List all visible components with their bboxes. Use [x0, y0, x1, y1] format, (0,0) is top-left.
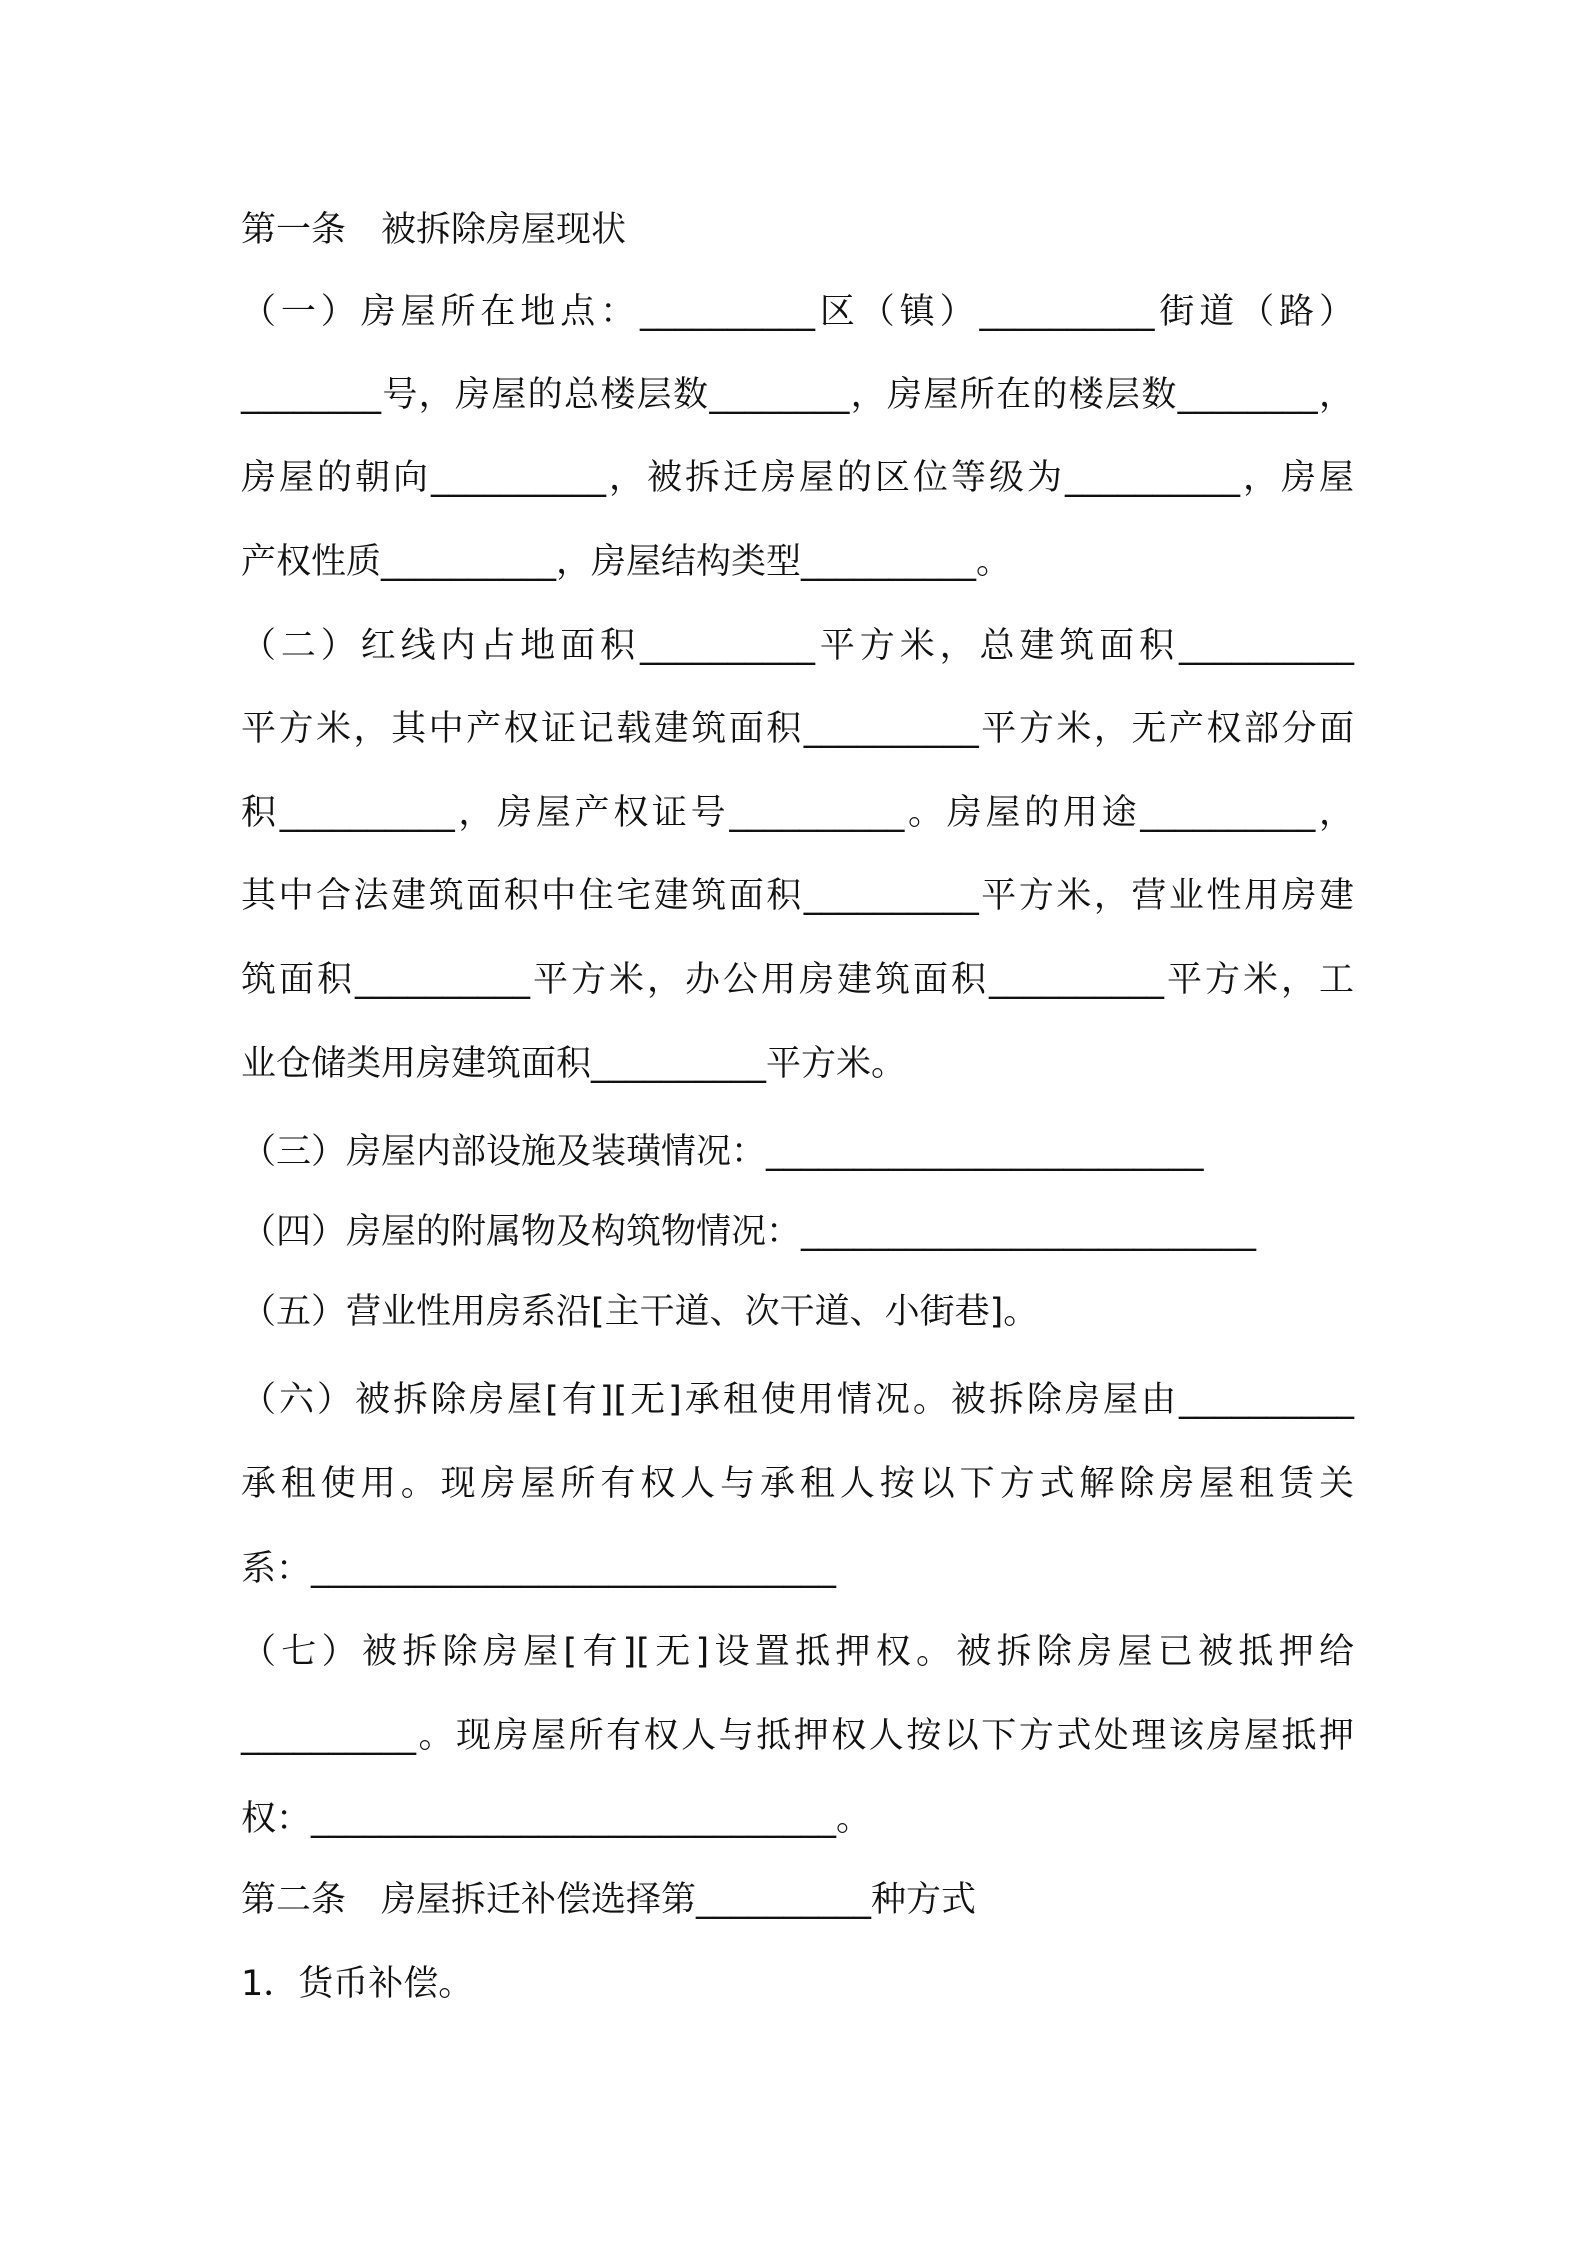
item-7-line-1: （七）被拆除房屋[有][无]设置抵押权。被拆除房屋已被抵押给 [241, 1632, 1354, 1672]
item-4-line-1: （四）房屋的附属物及构筑物情况：__________________________ [241, 1212, 1257, 1252]
item-6-line-3: 系：______________________________ [241, 1549, 837, 1589]
item-2-line-6: 业仓储类用房建筑面积__________平方米。 [241, 1044, 907, 1084]
item-2-line-2: 平方米，其中产权证记载建筑面积__________平方米，无产权部分面 [241, 709, 1354, 749]
item-2-line-5: 筑面积__________平方米，办公用房建筑面积__________平方米，工 [241, 960, 1354, 1000]
item-5-line-1: （五）营业性用房系沿[主干道、次干道、小街巷]。 [241, 1292, 1039, 1332]
item-3-line-1: （三）房屋内部设施及装璜情况：_________________________ [241, 1132, 1204, 1172]
item-2-line-4: 其中合法建筑面积中住宅建筑面积__________平方米，营业性用房建 [241, 876, 1354, 916]
item-1-line-2: ________号，房屋的总楼层数________，房屋所在的楼层数________， [241, 375, 1354, 415]
item-6-line-1: （六）被拆除房屋[有][无]承租使用情况。被拆除房屋由__________ [241, 1380, 1354, 1420]
item-1-line-1: （一）房屋所在地点：__________区（镇）__________街道（路） [241, 292, 1354, 332]
item-2-line-1: （二）红线内占地面积__________平方米，总建筑面积__________ [241, 626, 1354, 666]
article-1-heading: 第一条 被拆除房屋现状 [241, 210, 627, 250]
item-1-line-3: 房屋的朝向__________，被拆迁房屋的区位等级为__________，房屋 [241, 458, 1354, 498]
item-2-line-3: 积__________，房屋产权证号__________。房屋的用途__________， [241, 793, 1354, 833]
item-7-line-3: 权：______________________________。 [241, 1799, 872, 1839]
option-1-line: 1．货币补偿。 [241, 1964, 474, 2004]
article-2-heading: 第二条 房屋拆迁补偿选择第__________种方式 [241, 1880, 977, 1920]
item-1-line-4: 产权性质__________，房屋结构类型__________。 [241, 542, 1012, 582]
item-6-line-2: 承租使用。现房屋所有权人与承租人按以下方式解除房屋租赁关 [241, 1464, 1354, 1504]
item-7-line-2: __________。现房屋所有权人与抵押权人按以下方式处理该房屋抵押 [241, 1716, 1354, 1756]
